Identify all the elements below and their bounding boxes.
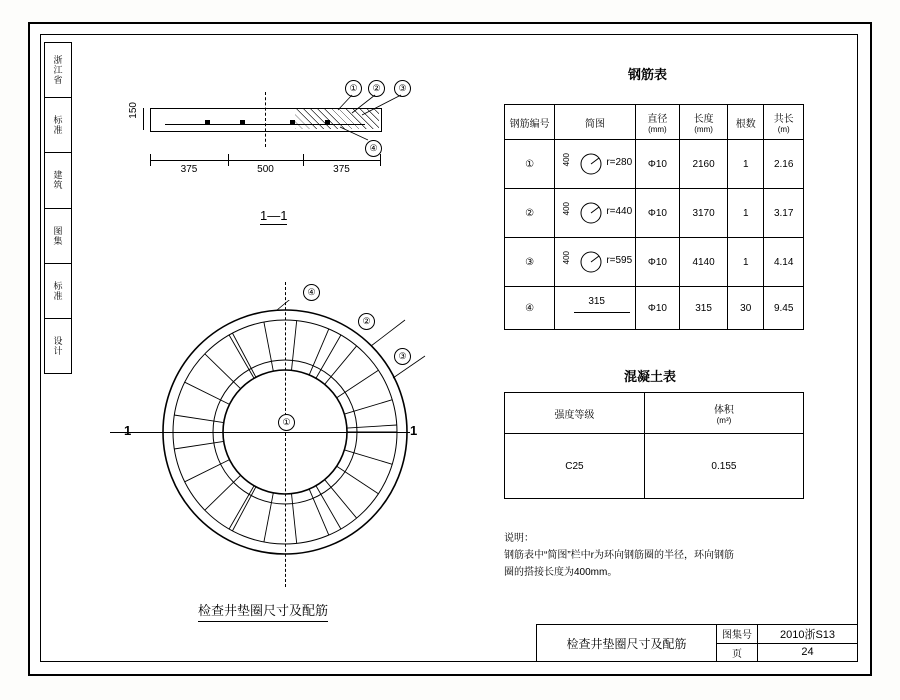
th-len-main: 长度 bbox=[693, 114, 714, 125]
table-header-row bbox=[505, 393, 804, 434]
sketch-radius: r=595 bbox=[606, 255, 633, 266]
rebar-table-title: 钢筋表 bbox=[628, 67, 668, 82]
page-value: 24 bbox=[801, 646, 814, 659]
sketch-length: 315 bbox=[588, 296, 605, 307]
section-label: 1—1 bbox=[260, 208, 288, 223]
atlas-key: 图集号 bbox=[717, 625, 758, 643]
section-leader-lines bbox=[110, 80, 410, 200]
cell-sketch bbox=[555, 238, 635, 287]
th-no: 钢筋编号 bbox=[505, 105, 555, 140]
cell-grade: C25 bbox=[505, 434, 645, 499]
index-cell: 建筑 bbox=[45, 153, 71, 208]
concrete-table bbox=[504, 392, 804, 499]
callout-4: ④ bbox=[365, 140, 382, 157]
cell-dia: Φ10 bbox=[635, 287, 679, 330]
section-height-dim-line bbox=[143, 108, 144, 130]
cell-sketch bbox=[555, 189, 635, 238]
section-1-1-drawing bbox=[110, 80, 410, 240]
notes-line: 圈的搭接长度为400mm。 bbox=[504, 567, 618, 578]
index-cell: 设计 bbox=[52, 335, 63, 356]
axis-mark-right: 1 bbox=[410, 423, 418, 438]
plan-callout-4: ④ bbox=[303, 284, 320, 301]
cell-len: 4140 bbox=[680, 238, 728, 287]
th-count: 根数 bbox=[728, 105, 764, 140]
cell-count: 1 bbox=[728, 189, 764, 238]
index-cell: 浙江省 bbox=[45, 43, 71, 98]
cell-dia: Φ10 bbox=[635, 238, 679, 287]
cell-no: ① bbox=[505, 140, 555, 189]
th-sketch: 简图 bbox=[555, 105, 635, 140]
notes-heading: 说明： bbox=[504, 533, 534, 544]
section-centerline bbox=[265, 92, 266, 147]
title-block bbox=[536, 624, 858, 662]
plan-callout-2: ② bbox=[358, 313, 375, 330]
rebar-nub bbox=[290, 120, 295, 124]
dim-value: 375 bbox=[180, 164, 198, 175]
th-volume bbox=[644, 393, 803, 434]
table-row bbox=[505, 434, 804, 499]
cell-no: ④ bbox=[505, 287, 555, 330]
title-block-right bbox=[717, 625, 857, 661]
th-dia bbox=[635, 105, 679, 140]
callout-1: ① bbox=[345, 80, 362, 97]
plan-callout-1: ① bbox=[278, 414, 295, 431]
title-block-drawing-name: 检查井垫圈尺寸及配筋 bbox=[537, 625, 717, 661]
th-len-unit: (mm) bbox=[694, 125, 713, 134]
th-dia-unit: (mm) bbox=[648, 125, 667, 134]
th-volume-unit: (m³) bbox=[716, 416, 732, 425]
manhole-ring-plan bbox=[140, 300, 430, 600]
cell-dia: Φ10 bbox=[635, 189, 679, 238]
cell-total: 3.17 bbox=[764, 189, 804, 238]
th-volume-main: 体积 bbox=[713, 405, 734, 416]
th-total bbox=[764, 105, 804, 140]
rebar-nub bbox=[205, 120, 210, 124]
cell-len: 3170 bbox=[680, 189, 728, 238]
index-strip bbox=[44, 42, 72, 374]
th-grade: 强度等级 bbox=[505, 393, 645, 434]
plan-title: 检查井垫圈尺寸及配筋 bbox=[198, 600, 328, 622]
slab-hatch bbox=[295, 109, 379, 129]
table-row bbox=[505, 238, 804, 287]
table-row bbox=[505, 287, 804, 330]
atlas-value: 2010浙S13 bbox=[779, 628, 836, 641]
index-cell: 标准 bbox=[45, 264, 71, 319]
table-header-row bbox=[505, 105, 804, 140]
sketch-side-dim: 400 bbox=[562, 251, 572, 265]
th-dia-main: 直径 bbox=[647, 114, 668, 125]
title-block-atlas-row bbox=[717, 625, 857, 644]
notes-block bbox=[504, 530, 824, 581]
cell-no: ② bbox=[505, 189, 555, 238]
cell-total: 4.14 bbox=[764, 238, 804, 287]
cell-sketch bbox=[555, 140, 635, 189]
cell-dia: Φ10 bbox=[635, 140, 679, 189]
dim-value: 375 bbox=[333, 164, 350, 175]
sketch-side-dim: 400 bbox=[562, 202, 572, 216]
axis-mark-left: 1 bbox=[124, 423, 132, 438]
cell-count: 1 bbox=[728, 238, 764, 287]
cell-total: 9.45 bbox=[764, 287, 804, 330]
th-total-unit: (m) bbox=[777, 125, 790, 134]
table-row bbox=[505, 140, 804, 189]
concrete-table-title: 混凝土表 bbox=[624, 369, 677, 384]
cell-count: 30 bbox=[728, 287, 764, 330]
sketch-radius: r=440 bbox=[606, 206, 633, 217]
title-block-page-row bbox=[717, 644, 857, 662]
index-cell: 标准 bbox=[45, 98, 71, 153]
th-len bbox=[680, 105, 728, 140]
cell-len: 2160 bbox=[680, 140, 728, 189]
index-cell: 图集 bbox=[45, 209, 71, 264]
rebar-nub bbox=[325, 120, 330, 124]
rebar-nub bbox=[240, 120, 245, 124]
sketch-side-dim: 400 bbox=[562, 153, 572, 167]
th-total-main: 共长 bbox=[773, 114, 794, 125]
cell-len: 315 bbox=[680, 287, 728, 330]
dim-value: 500 bbox=[257, 164, 274, 175]
dim-tick bbox=[380, 154, 381, 166]
callout-3: ③ bbox=[394, 80, 411, 97]
rebar-table bbox=[504, 104, 804, 330]
plan-callout-3: ③ bbox=[394, 348, 411, 365]
cell-total: 2.16 bbox=[764, 140, 804, 189]
sketch-radius: r=280 bbox=[606, 157, 633, 168]
page-key: 页 bbox=[717, 644, 758, 662]
table-row bbox=[505, 189, 804, 238]
cell-no: ③ bbox=[505, 238, 555, 287]
cell-sketch bbox=[555, 287, 635, 330]
notes-line: 钢筋表中“简图”栏中r为环向钢筋圈的半径，环向钢筋 bbox=[504, 550, 734, 561]
section-height-dim: 150 bbox=[128, 102, 139, 119]
cell-volume: 0.155 bbox=[644, 434, 803, 499]
cell-count: 1 bbox=[728, 140, 764, 189]
callout-2: ② bbox=[368, 80, 385, 97]
